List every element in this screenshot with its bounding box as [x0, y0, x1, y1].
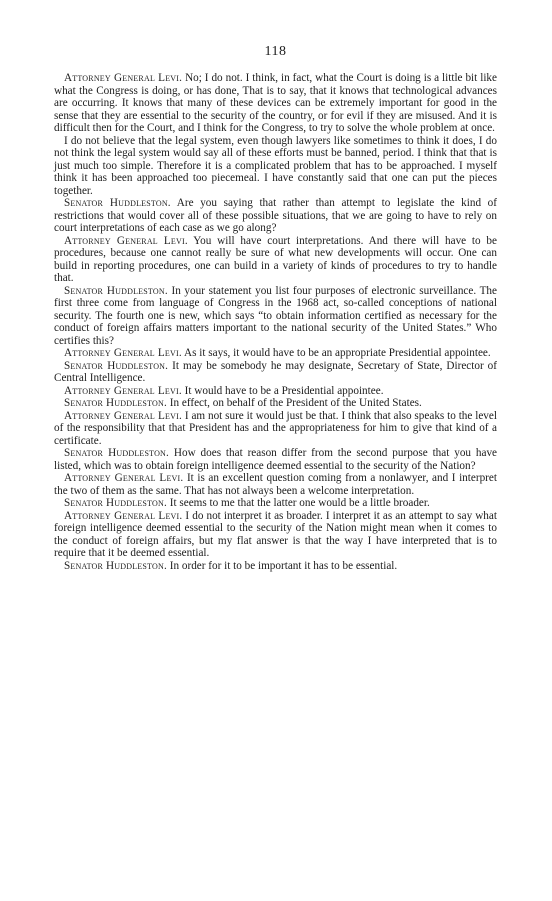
- paragraph-text: I do not believe that the legal system, even though lawyers like sometimes to think it does, I do not think the legal system would say all of these efforts must be banned, period. I think that that is just much too simple. Therefore it is a complicated problem that has to be approached. I myself think it has been approached too piecemeal. I have constantly said that one can put the pieces together.: [54, 134, 497, 197]
- paragraph-text: Are you saying that rather than attempt to legislate the kind of restrictions that would cover all of these possible situations, that we are going to have to rely on court interpretations of each case as we go along?: [54, 197, 497, 234]
- paragraph-text: In your statement you list four purposes of electronic surveillance. The first three come from language of Congress in the 1968 act, so-called conceptions of national security. The fourth one is new, which says “to obtain information certified as necessary for the conduct of foreign affairs matters important to the national security of the United States.” Who certifies this?: [54, 284, 497, 347]
- paragraph-text: It is an excellent question coming from a nonlawyer, and I interpret the two of them as the same. That has not always been a welcome interpretation.: [54, 472, 497, 497]
- speaker-name: Attorney General Levi.: [64, 472, 184, 484]
- transcript-paragraph: [54, 410, 497, 448]
- transcript-paragraph: [54, 360, 497, 385]
- speaker-name: Senator Huddleston.: [64, 497, 167, 509]
- transcript-paragraph: [54, 235, 497, 285]
- speaker-name: Senator Huddleston.: [64, 197, 171, 209]
- page-number: 118: [264, 44, 287, 59]
- transcript-paragraph: [54, 135, 497, 198]
- transcript-paragraph: [54, 197, 497, 235]
- transcript-paragraph: [54, 397, 497, 410]
- speaker-name: Senator Huddleston.: [64, 447, 170, 459]
- transcript-paragraph: [54, 560, 497, 573]
- speaker-name: Attorney General Levi.: [64, 409, 182, 422]
- paragraph-text: I am not sure it would just be that. I think that also speaks to the level of the responsibility that that President has and the appropriateness for him to give that kind of a certificate.: [54, 409, 497, 447]
- speaker-name: Senator Huddleston.: [64, 284, 168, 297]
- speaker-name: Attorney General Levi.: [64, 234, 188, 247]
- speaker-name: Senator Huddleston.: [64, 397, 167, 409]
- speaker-name: Attorney General Levi.: [64, 509, 183, 522]
- transcript-paragraph: [54, 72, 497, 135]
- paragraph-text: It may be somebody he may designate, Secretary of State, Director of Central Intelligence.: [54, 359, 497, 384]
- paragraph-text: It seems to me that the latter one would be a little broader.: [166, 497, 430, 509]
- transcript-paragraph: [54, 285, 497, 348]
- speaker-name: Attorney General Levi.: [64, 384, 182, 397]
- transcript-paragraph: [54, 385, 497, 398]
- document-page: [54, 44, 497, 572]
- paragraph-text: It would have to be a Presidential appointee.: [181, 384, 384, 397]
- transcript-paragraph: [54, 347, 497, 360]
- paragraph-text: How does that reason differ from the second purpose that you have listed, which was to obtain foreign intelligence deemed essential to the security of the Nation?: [54, 447, 497, 472]
- speaker-name: Senator Huddleston.: [64, 359, 169, 372]
- transcript-paragraph: [54, 447, 497, 472]
- transcript-paragraph: [54, 510, 497, 560]
- transcript-body: [54, 72, 497, 572]
- paragraph-text: I do not interpret it as broader. I interpret it as an attempt to say what foreign intelligence deemed essential to the security of the Nation might mean when it comes to the conduct of foreign affairs, but my flat answer is that the way I have interpreted that is to require that it be deemed essential.: [54, 509, 497, 559]
- paragraph-text: As it says, it would have to be an appropriate Presidential appointee.: [181, 347, 491, 359]
- speaker-name: Attorney General Levi.: [64, 72, 183, 84]
- paragraph-text: In effect, on behalf of the President of the United States.: [166, 397, 422, 409]
- transcript-paragraph: [54, 497, 497, 510]
- transcript-paragraph: [54, 472, 497, 497]
- speaker-name: Senator Huddleston.: [64, 559, 167, 572]
- paragraph-text: You will have court interpretations. And there will have to be procedures, because one cannot really be sure of what new developments will occur. One can build in reporting procedures, one can build in a variety of kinds of procedures to try to handle that.: [54, 234, 497, 284]
- speaker-name: Attorney General Levi.: [64, 347, 182, 359]
- paragraph-text: No; I do not. I think, in fact, what the Court is doing is a little bit like what the Congress is doing, or has done, That is to say, that it knows that technological advances are occurring. It knows that many of these devices can be extremely important for good in the sense that they are essential to the security of the country, or for evil if they are misused. And it is difficult then for the Court, and I think for the Congress, to try to solve the whole problem at once.: [54, 72, 497, 134]
- paragraph-text: In order for it to be important it has to be essential.: [166, 559, 398, 572]
